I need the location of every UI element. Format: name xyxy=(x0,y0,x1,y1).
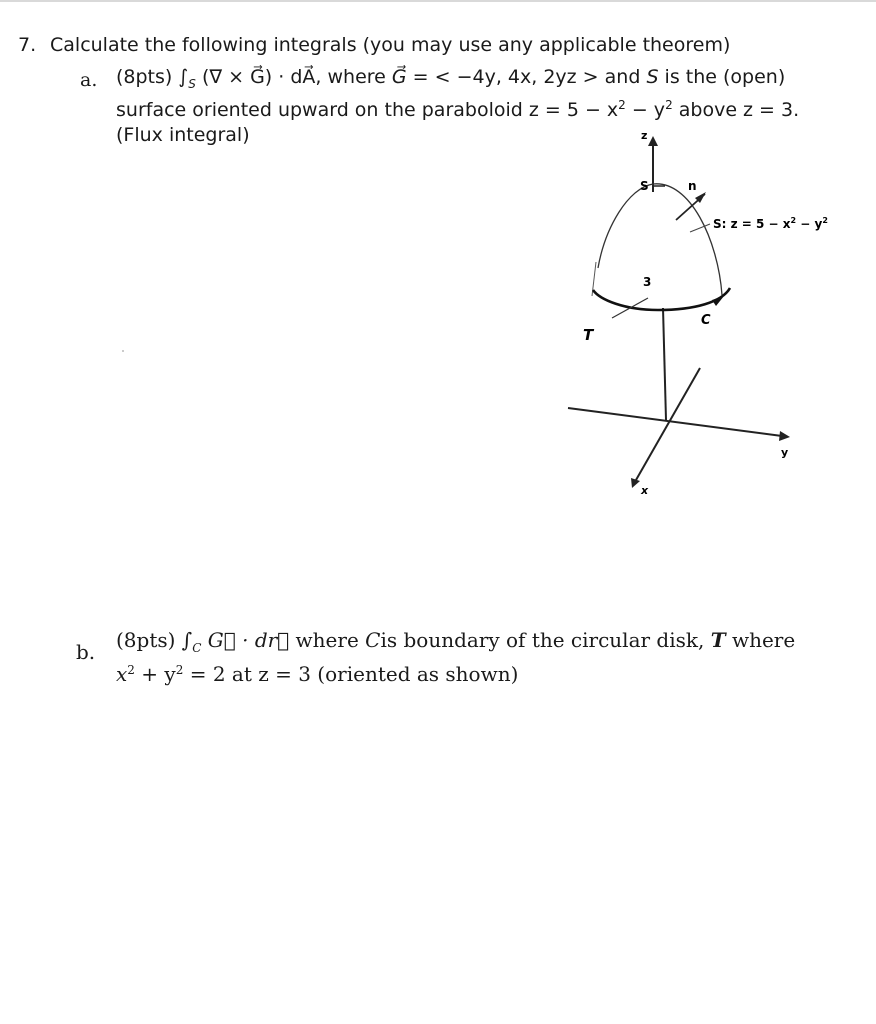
surface-eq-minus: − y xyxy=(796,217,823,231)
label-s: S xyxy=(640,179,649,193)
label-n: n xyxy=(688,179,697,193)
part-a-field-def: = < −4y, 4x, 2yz > and xyxy=(412,66,641,88)
part-a-line2-minus: − y xyxy=(625,99,666,121)
integral-sign: ∫ xyxy=(178,66,189,88)
label-c: C xyxy=(701,313,711,328)
part-a-exp2: 2 xyxy=(665,98,673,112)
part-a-line3: (Flux integral) xyxy=(116,124,250,146)
part-b-curve-var: C xyxy=(365,628,381,652)
part-b-where1: where xyxy=(289,628,366,652)
part-a-surface-tail: is the (open) xyxy=(664,66,786,88)
part-b-exp1: 2 xyxy=(127,663,135,677)
scan-speck xyxy=(122,350,124,352)
part-a-surface-var: S xyxy=(646,66,659,88)
problem-number: 7. xyxy=(18,34,37,56)
part-a-letter: a. xyxy=(80,69,98,91)
part-b-letter: b. xyxy=(76,640,96,664)
integral-subscript-c: C xyxy=(192,641,202,655)
part-b-plus: + y xyxy=(134,662,176,686)
part-b-where2: where xyxy=(725,628,796,652)
part-a-points: (8pts) xyxy=(116,66,173,88)
part-a-integrand: (∇ × G⃗) · dA⃗, xyxy=(201,66,322,88)
surface-eq-exp1: 2 xyxy=(790,216,797,225)
z-axis-lower xyxy=(663,308,666,420)
part-b-disk-var: T xyxy=(710,628,726,652)
part-b-integrand: G⃗ · dr⃗ xyxy=(207,628,290,652)
part-b-line1 xyxy=(116,630,795,654)
boundary-curve-c xyxy=(593,288,730,310)
label-x: x xyxy=(641,484,649,497)
surface-eq-exp2: 2 xyxy=(822,216,828,225)
part-a-where: where xyxy=(327,66,386,88)
part-b-x: x xyxy=(116,662,128,686)
part-b-line2 xyxy=(116,664,518,684)
part-b-points: (8pts) xyxy=(116,628,176,652)
part-b-exp2: 2 xyxy=(175,663,184,677)
x-axis-arrow xyxy=(631,478,640,488)
integral-sign-c: ∫ xyxy=(181,628,193,652)
surface-eq-prefix: S: z = 5 − x xyxy=(713,217,791,231)
y-axis-arrow xyxy=(779,431,790,441)
part-a-line2-text: surface oriented upward on the paraboloid z = 5 − x xyxy=(116,99,619,121)
label-3: 3 xyxy=(643,275,652,289)
problem-title: Calculate the following integrals (you may use any applicable theorem) xyxy=(50,34,731,56)
part-b-mid: is boundary of the circular disk, xyxy=(380,628,711,652)
part-b-line2-rest: = 2 at z = 3 (oriented as shown) xyxy=(183,662,519,686)
integral-subscript-s: S xyxy=(188,77,196,91)
label-t: T xyxy=(583,326,594,344)
paraboloid-surface xyxy=(598,184,722,295)
label-y: y xyxy=(781,446,789,459)
part-a-field-name: G⃗ xyxy=(391,66,407,88)
label-surface-eq xyxy=(713,216,828,231)
part-a-line2-end: above z = 3. xyxy=(672,99,800,121)
z-axis-arrow xyxy=(648,136,658,146)
part-a-exp1: 2 xyxy=(618,98,626,112)
label-z: z xyxy=(641,129,648,142)
